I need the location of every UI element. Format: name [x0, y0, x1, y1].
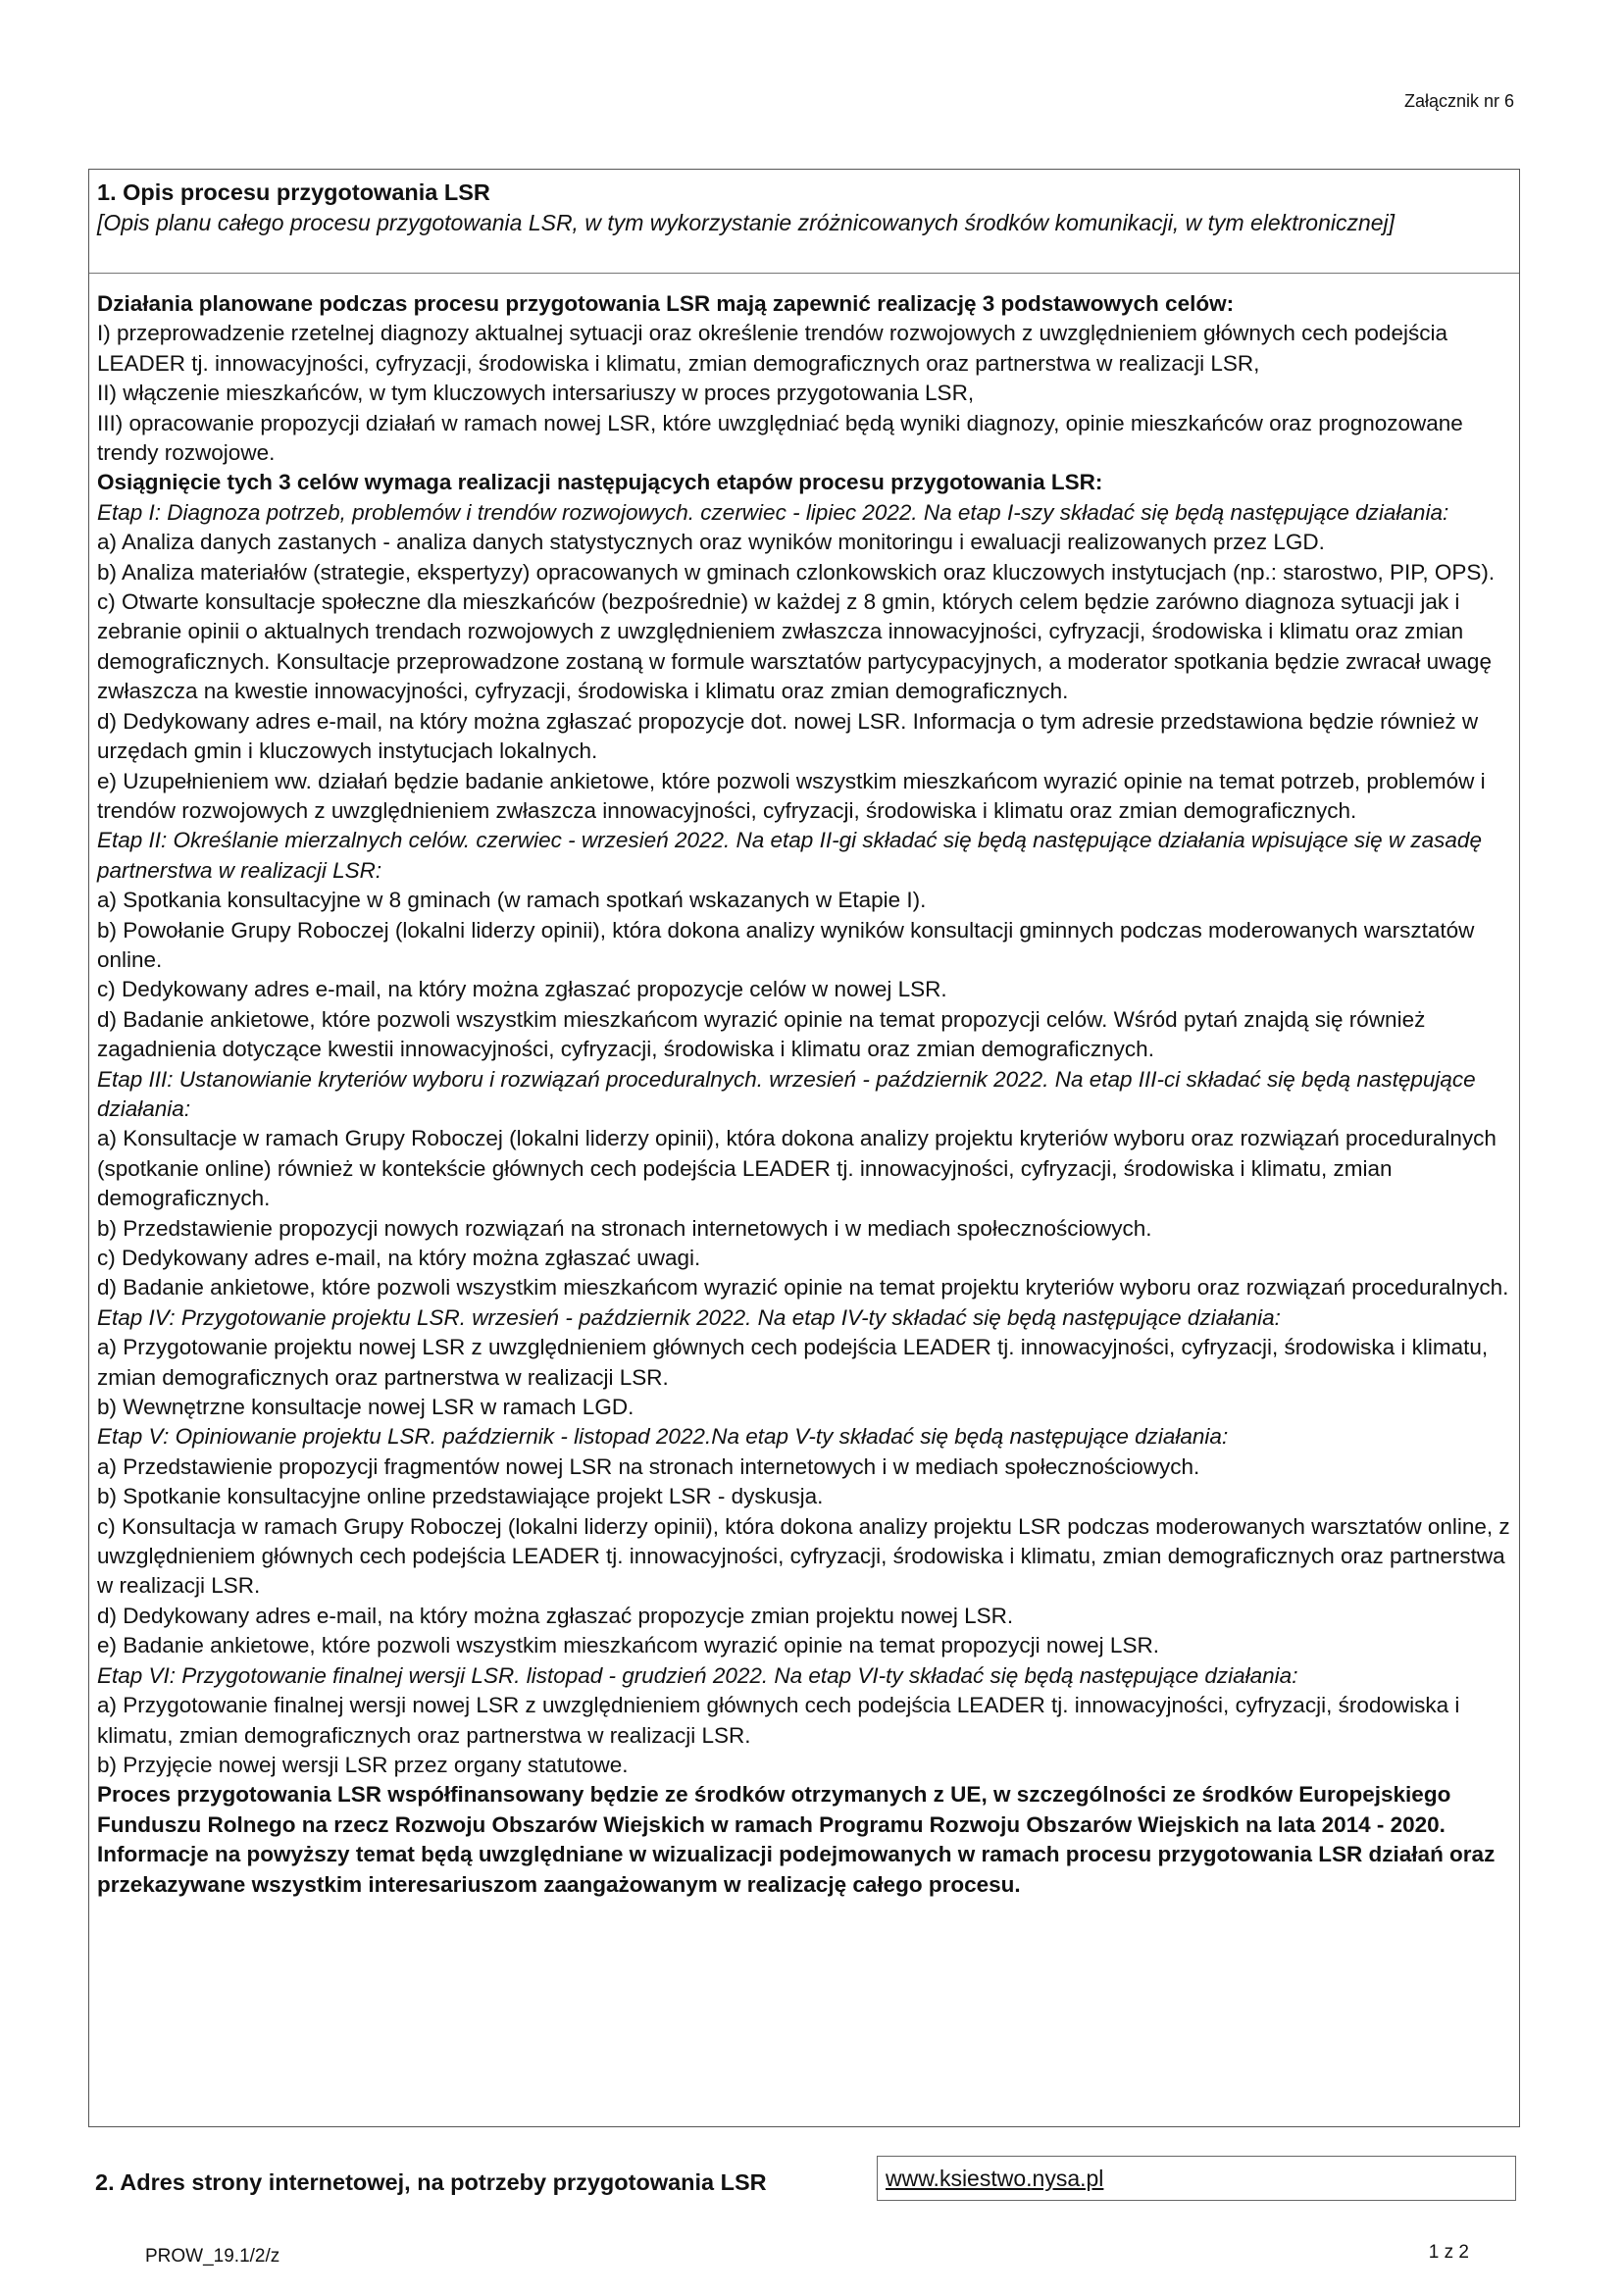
form-code: PROW_19.1/2/z	[145, 2246, 280, 2267]
paragraph: a) Przedstawienie propozycji fragmentów nowej LSR na stronach internetowych i w mediach społecznościowych.	[97, 1453, 1200, 1479]
paragraph: Proces przygotowania LSR współfinansowany będzie ze środków otrzymanych z UE, w szczególności ze środków Europejskiego Funduszu Rolnego na rzecz Rozwoju Obszarów Wiejskich w ramach Programu Rozwoju Obszarów Wiejskich na lata 2014 - 2020. Informacje na powyższy temat będą uwzględniane w wizualizacji podejmowanych w ramach procesu przygotowania LSR działań oraz przekazywane wszystkim interesariuszom zaangażowanym w realizację całego procesu.	[97, 1782, 1496, 1897]
section-1-frame	[88, 169, 1520, 2127]
paragraph: a) Przygotowanie finalnej wersji nowej LSR z uwzględnieniem głównych cech podejścia LEADER tj. innowacyjności, cyfryzacji, środowiska i klimatu, zmian demograficznych oraz partnerstwa w realizacji LSR.	[97, 1693, 1460, 1748]
attachment-label: Załącznik nr 6	[1403, 91, 1514, 111]
page-number: 1 z 2	[1428, 2242, 1469, 2263]
paragraph: b) Przyjęcie nowej wersji LSR przez organy statutowe.	[97, 1752, 629, 1777]
paragraph: a) Przygotowanie projektu nowej LSR z uwzględnieniem głównych cech podejścia LEADER tj. innowacyjności, cyfryzacji, środowiska i klimatu, zmian demograficznych oraz partnerstwa w realizacji LSR.	[97, 1335, 1489, 1390]
paragraph: b) Analiza materiałów (strategie, ekspertyzy) opracowanych w gminach czlonkowskich oraz kluczowych instytucjach (np.: starostwo, PIP, OPS).	[97, 559, 1496, 585]
section-1-content	[89, 274, 1519, 1900]
paragraph: I) przeprowadzenie rzetelnej diagnozy aktualnej sytuacji oraz określenie trendów rozwojowych z uwzględnieniem głównych cech podejścia LEADER tj. innowacyjności, cyfryzacji, środowiska i klimatu, zmian demograficznych oraz partnerstwa w realizacji LSR,	[97, 321, 1447, 376]
paragraph: II) włączenie mieszkańców, w tym kluczowych intersariuszy w proces przygotowania LSR,	[97, 381, 975, 406]
paragraph: Działania planowane podczas procesu przygotowania LSR mają zapewnić realizację 3 podstawowych celów:	[97, 291, 1235, 316]
paragraph: Etap VI: Przygotowanie finalnej wersji LSR. listopad - grudzień 2022. Na etap VI-ty składać się będą następujące działania:	[97, 1662, 1298, 1688]
paragraph: b) Wewnętrzne konsultacje nowej LSR w ramach LGD.	[97, 1395, 634, 1420]
section-1-header	[89, 170, 1519, 274]
paragraph: Etap III: Ustanowianie kryteriów wyboru i rozwiązań proceduralnych. wrzesień - październik 2022. Na etap III-ci składać się będą następujące działania:	[97, 1066, 1476, 1121]
paragraph: c) Dedykowany adres e-mail, na który można zgłaszać uwagi.	[97, 1246, 701, 1270]
paragraph: d) Badanie ankietowe, które pozwoli wszystkim mieszkańcom wyrazić opinie na temat propozycji celów. Wśród pytań znajdą się również zagadnienia dotyczące kwestii innowacyjności, cyfryzacji, środowiska i klimatu oraz zmian demograficznych.	[97, 1006, 1426, 1062]
paragraph: Etap IV: Przygotowanie projektu LSR. wrzesień - październik 2022. Na etap IV-ty składać się będą następujące działania:	[97, 1304, 1281, 1330]
paragraph: III) opracowanie propozycji działań w ramach nowej LSR, które uwzględniać będą wyniki diagnozy, opinie mieszkańców oraz prognozowane trendy rozwojowe.	[97, 410, 1463, 466]
paragraph: c) Dedykowany adres e-mail, na który można zgłaszać propozycje celów w nowej LSR.	[97, 977, 947, 1002]
paragraph: Etap I: Diagnoza potrzeb, problemów i trendów rozwojowych. czerwiec - lipiec 2022. Na etap I-szy składać się będą następujące działania:	[97, 499, 1449, 525]
paragraph: a) Analiza danych zastanych - analiza danych statystycznych oraz wyników monitoringu i ewaluacji realizowanych przez LGD.	[97, 530, 1325, 555]
paragraph: Etap II: Określanie mierzalnych celów. czerwiec - wrzesień 2022. Na etap II-gi składać się będą następujące działania wpisujące się w zasadę partnerstwa w realizacji LSR:	[97, 828, 1482, 883]
paragraph: c) Konsultacja w ramach Grupy Roboczej (lokalni liderzy opinii), która dokona analizy projektu LSR podczas moderowanych warsztatów online, z uwzględnieniem głównych cech podejścia LEADER tj. innowacyjności, cyfryzacji, środowiska i klimatu, zmian demograficznych oraz partnerstwa w realizacji LSR.	[97, 1513, 1510, 1599]
paragraph: d) Badanie ankietowe, które pozwoli wszystkim mieszkańcom wyrazić opinie na temat projektu kryteriów wyboru oraz rozwiązań proceduralnych.	[97, 1275, 1509, 1300]
paragraph: Etap V: Opiniowanie projektu LSR. październik - listopad 2022.Na etap V-ty składać się będą następujące działania:	[97, 1424, 1229, 1450]
section-1-description: [Opis planu całego procesu przygotowania LSR, w tym wykorzystanie zróżnicowanych środków komunikacji, w tym elektronicznej]	[97, 210, 1396, 235]
paragraph: e) Badanie ankietowe, które pozwoli wszystkim mieszkańcom wyrazić opinie na temat propozycji nowej LSR.	[97, 1633, 1159, 1658]
paragraph: e) Uzupełnieniem ww. działań będzie badanie ankietowe, które pozwoli wszystkim mieszkańcom wyrazić opinie na temat potrzeb, problemów i trendów rozwojowych z uwzględnieniem zwłaszcza innowacyjności, cyfryzacji, środowiska i klimatu oraz zmian demograficznych.	[97, 768, 1486, 823]
paragraph: d) Dedykowany adres e-mail, na który można zgłaszać propozycje dot. nowej LSR. Informacja o tym adresie przedstawiona będzie również w urzędach gmin i kluczowych instytucjach lokalnych.	[97, 708, 1479, 764]
paragraph: b) Spotkanie konsultacyjne online przedstawiające projekt LSR - dyskusja.	[97, 1484, 824, 1509]
section-2-label: 2. Adres strony internetowej, na potrzeby przygotowania LSR	[95, 2169, 767, 2195]
paragraph: b) Przedstawienie propozycji nowych rozwiązań na stronach internetowych i w mediach społecznościowych.	[97, 1215, 1152, 1241]
paragraph: c) Otwarte konsultacje społeczne dla mieszkańców (bezpośrednie) w każdej z 8 gmin, których celem będzie zarówno diagnoza sytuacji jak i zebranie opinii o aktualnych trendach rozwojowych z uwzględnieniem zwłaszcza innowacyjności, cyfryzacji, środowiska i klimatu oraz zmian demograficznych. Konsultacje przeprowadzone zostaną w formule warsztatów partycypacyjnych, a moderator spotkania będzie zwracał uwagę zwłaszcza na kwestie innowacyjności, cyfryzacji, środowiska i klimatu oraz zmian demograficznych.	[97, 589, 1492, 704]
website-url-field	[877, 2156, 1516, 2201]
paragraph: a) Spotkania konsultacyjne w 8 gminach (w ramach spotkań wskazanych w Etapie I).	[97, 888, 927, 913]
paragraph: d) Dedykowany adres e-mail, na który można zgłaszać propozycje zmian projektu nowej LSR.	[97, 1603, 1014, 1628]
paragraph: a) Konsultacje w ramach Grupy Roboczej (lokalni liderzy opinii), która dokona analizy projektu kryteriów wyboru oraz rozwiązań proceduralnych (spotkanie online) również w kontekście głównych cech podejścia LEADER tj. innowacyjności, cyfryzacji, środowiska i klimatu, zmian demograficznych.	[97, 1126, 1497, 1211]
website-url-link[interactable]: www.ksiestwo.nysa.pl	[886, 2166, 1104, 2191]
paragraph: Osiągnięcie tych 3 celów wymaga realizacji następujących etapów procesu przygotowania LSR:	[97, 470, 1103, 495]
section-1-title: 1. Opis procesu przygotowania LSR	[97, 179, 490, 205]
paragraph: b) Powołanie Grupy Roboczej (lokalni liderzy opinii), która dokona analizy wyników konsultacji gminnych podczas moderowanych warsztatów online.	[97, 917, 1475, 972]
